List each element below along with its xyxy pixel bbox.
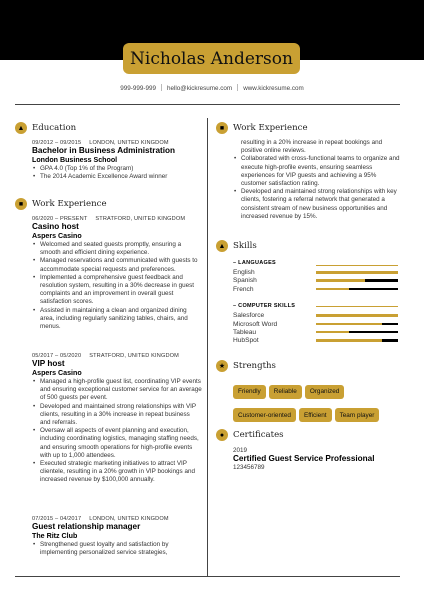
education-bullets	[32, 165, 202, 181]
job-entry	[32, 353, 202, 485]
list-item: • Collaborated with cross-functional teams to organize and execute high-profile events, ensuring seamless experiences for VIP guests and achieving a 95% customer satisfaction rating.	[233, 155, 403, 188]
list-item: • The 2014 Academic Excellence Award winner	[32, 173, 202, 181]
skill-row	[233, 312, 403, 320]
section-title: Education	[32, 123, 77, 133]
list-item: • Developed and maintained strong relationships with key clients, fostering a referral network that generated a consistent stream of new business opportunities and increased revenue by 15%.	[233, 188, 403, 221]
candidate-name: Nicholas Anderson	[130, 48, 293, 69]
skill-row	[233, 329, 403, 337]
strength-tag: Team player	[335, 408, 380, 422]
column-divider	[207, 118, 208, 576]
job-role: Guest relationship manager	[32, 522, 141, 531]
footer-divider	[15, 576, 400, 577]
strength-tag: Reliable	[269, 385, 302, 399]
chart-icon: ▲	[216, 240, 228, 252]
skill-name: Microsoft Word	[233, 320, 278, 328]
skill-row	[233, 321, 403, 329]
list-item: • Managed reservations and communicated with guests to accommodate special requests and preferences.	[32, 257, 202, 273]
list-item: • Assisted in maintaining a clean and organized dining area, including regularly sanitizing tables, chairs, and menus.	[32, 307, 202, 332]
skill-name: Salesforce	[233, 312, 265, 320]
skill-level-bar	[316, 323, 398, 326]
skill-level-bar	[316, 271, 398, 274]
certificates-heading	[216, 429, 284, 441]
job-bullets	[32, 378, 202, 485]
certificate-number: 123456789	[233, 464, 265, 471]
job-bullets	[32, 241, 202, 331]
star-icon: ★	[216, 360, 228, 372]
skill-level-fill	[382, 323, 398, 326]
section-title: Strengths	[233, 361, 276, 371]
strength-tag: Efficient	[299, 408, 332, 422]
entry-meta: 05/2017 – 05/2020 STRATFORD, UNITED KINGDOM	[32, 353, 179, 359]
list-item: • Implemented a comprehensive guest feedback and resolution system, resulting in a 30% decrease in guest complaints and an improvement in overall guest satisfaction scores.	[32, 274, 202, 307]
section-title: Work Experience	[233, 123, 308, 133]
skill-row	[233, 337, 403, 345]
list-item: • Oversaw all aspects of event planning and execution, including coordinating logistics, managing staffing needs, and ensuring smooth operations for high-profile events with up to 1,000 attendees.	[32, 427, 202, 460]
skill-level-fill	[349, 288, 398, 291]
entry-meta: 06/2020 – PRESENT STRATFORD, UNITED KINGDOM	[32, 216, 186, 222]
certificate-year: 2019	[233, 447, 248, 454]
list-item: resulting in a 20% increase in repeat bookings and positive online reviews.	[241, 139, 383, 155]
email[interactable]: hello@kickresume.com	[167, 85, 233, 92]
website[interactable]: www.kickresume.com	[243, 85, 304, 92]
education-entry	[32, 140, 202, 181]
briefcase-icon: ■	[15, 198, 27, 210]
graduation-cap-icon: ▲	[15, 122, 27, 134]
section-title: Work Experience	[32, 199, 107, 209]
company: Aspers Casino	[32, 232, 82, 240]
strength-tag: Organized	[305, 385, 345, 399]
degree: Bachelor in Business Administration	[32, 146, 176, 155]
skill-row	[233, 286, 403, 294]
work-heading	[15, 198, 107, 210]
company: Aspers Casino	[32, 369, 82, 377]
skill-level-bar	[316, 331, 398, 334]
job-bullets	[32, 541, 202, 557]
company: The Ritz Club	[32, 532, 78, 540]
skill-level-bar	[316, 314, 398, 317]
skills-list	[233, 260, 403, 346]
work-heading-continued	[216, 122, 308, 134]
list-item: • Strengthened guest loyalty and satisfaction by implementing personalized service strategies,	[32, 541, 202, 557]
school: London Business School	[32, 156, 118, 164]
phone: 999-999-999	[120, 85, 156, 92]
contact-line	[0, 84, 424, 92]
list-item: • GPA 4.0 (Top 1% of the Program)	[32, 165, 202, 173]
divider	[237, 84, 238, 91]
strength-tag: Friendly	[233, 385, 266, 399]
name-box	[123, 43, 300, 74]
job-entry	[32, 516, 202, 557]
divider	[161, 84, 162, 91]
skills-category: – LANGUAGES	[233, 260, 277, 266]
skill-level-fill	[365, 279, 398, 282]
skill-row	[233, 269, 403, 277]
section-title: Skills	[233, 241, 257, 251]
education-heading	[15, 122, 76, 134]
skill-row	[233, 277, 403, 285]
skill-name: Tableau	[233, 328, 257, 336]
skill-level-fill	[349, 331, 398, 334]
job-bullets	[233, 139, 403, 221]
strengths-heading	[216, 360, 276, 372]
skill-level-bar	[316, 279, 398, 282]
skill-name: French	[233, 285, 254, 293]
ribbon-icon: ●	[216, 429, 228, 441]
job-role: VIP host	[32, 359, 65, 368]
entry-meta: 07/2015 – 04/2017 LONDON, UNITED KINGDOM	[32, 516, 169, 522]
skill-name: Spanish	[233, 277, 257, 285]
job-entry-continued	[233, 139, 403, 221]
list-item: • Managed a high-profile guest list, coordinating VIP events and ensuring exceptional customer service for an average of 500 guests per event.	[32, 378, 202, 403]
skill-level-fill	[382, 339, 398, 342]
list-item: • Executed strategic marketing initiatives to attract VIP clientele, resulting in a 20% growth in VIP bookings and increased revenue by $100,000 annually.	[32, 460, 202, 485]
entry-meta: 09/2012 – 09/2015 LONDON, UNITED KINGDOM	[32, 140, 169, 146]
skills-heading	[216, 240, 257, 252]
category-rule	[316, 306, 398, 307]
list-item: • Developed and maintained strong relationships with VIP clients, resulting in a 30% increase in repeat business and referrals.	[32, 403, 202, 428]
briefcase-icon: ■	[216, 122, 228, 134]
job-entry	[32, 216, 202, 331]
certificate-name: Certified Guest Service Professional	[233, 454, 375, 463]
skill-name: HubSpot	[233, 337, 259, 345]
strengths-tags	[233, 380, 403, 427]
skill-name: English	[233, 269, 255, 276]
skill-level-bar	[316, 288, 398, 291]
list-item: • Welcomed and seated guests promptly, ensuring a smooth and efficient dining experience.	[32, 241, 202, 257]
certificate-entry	[233, 447, 403, 471]
category-rule	[316, 265, 398, 266]
skills-category: – COMPUTER SKILLS	[233, 303, 296, 310]
header-divider	[15, 104, 400, 105]
skill-level-bar	[316, 339, 398, 342]
job-role: Casino host	[32, 222, 79, 231]
strength-tag: Customer-oriented	[233, 408, 296, 422]
section-title: Certificates	[233, 430, 284, 440]
